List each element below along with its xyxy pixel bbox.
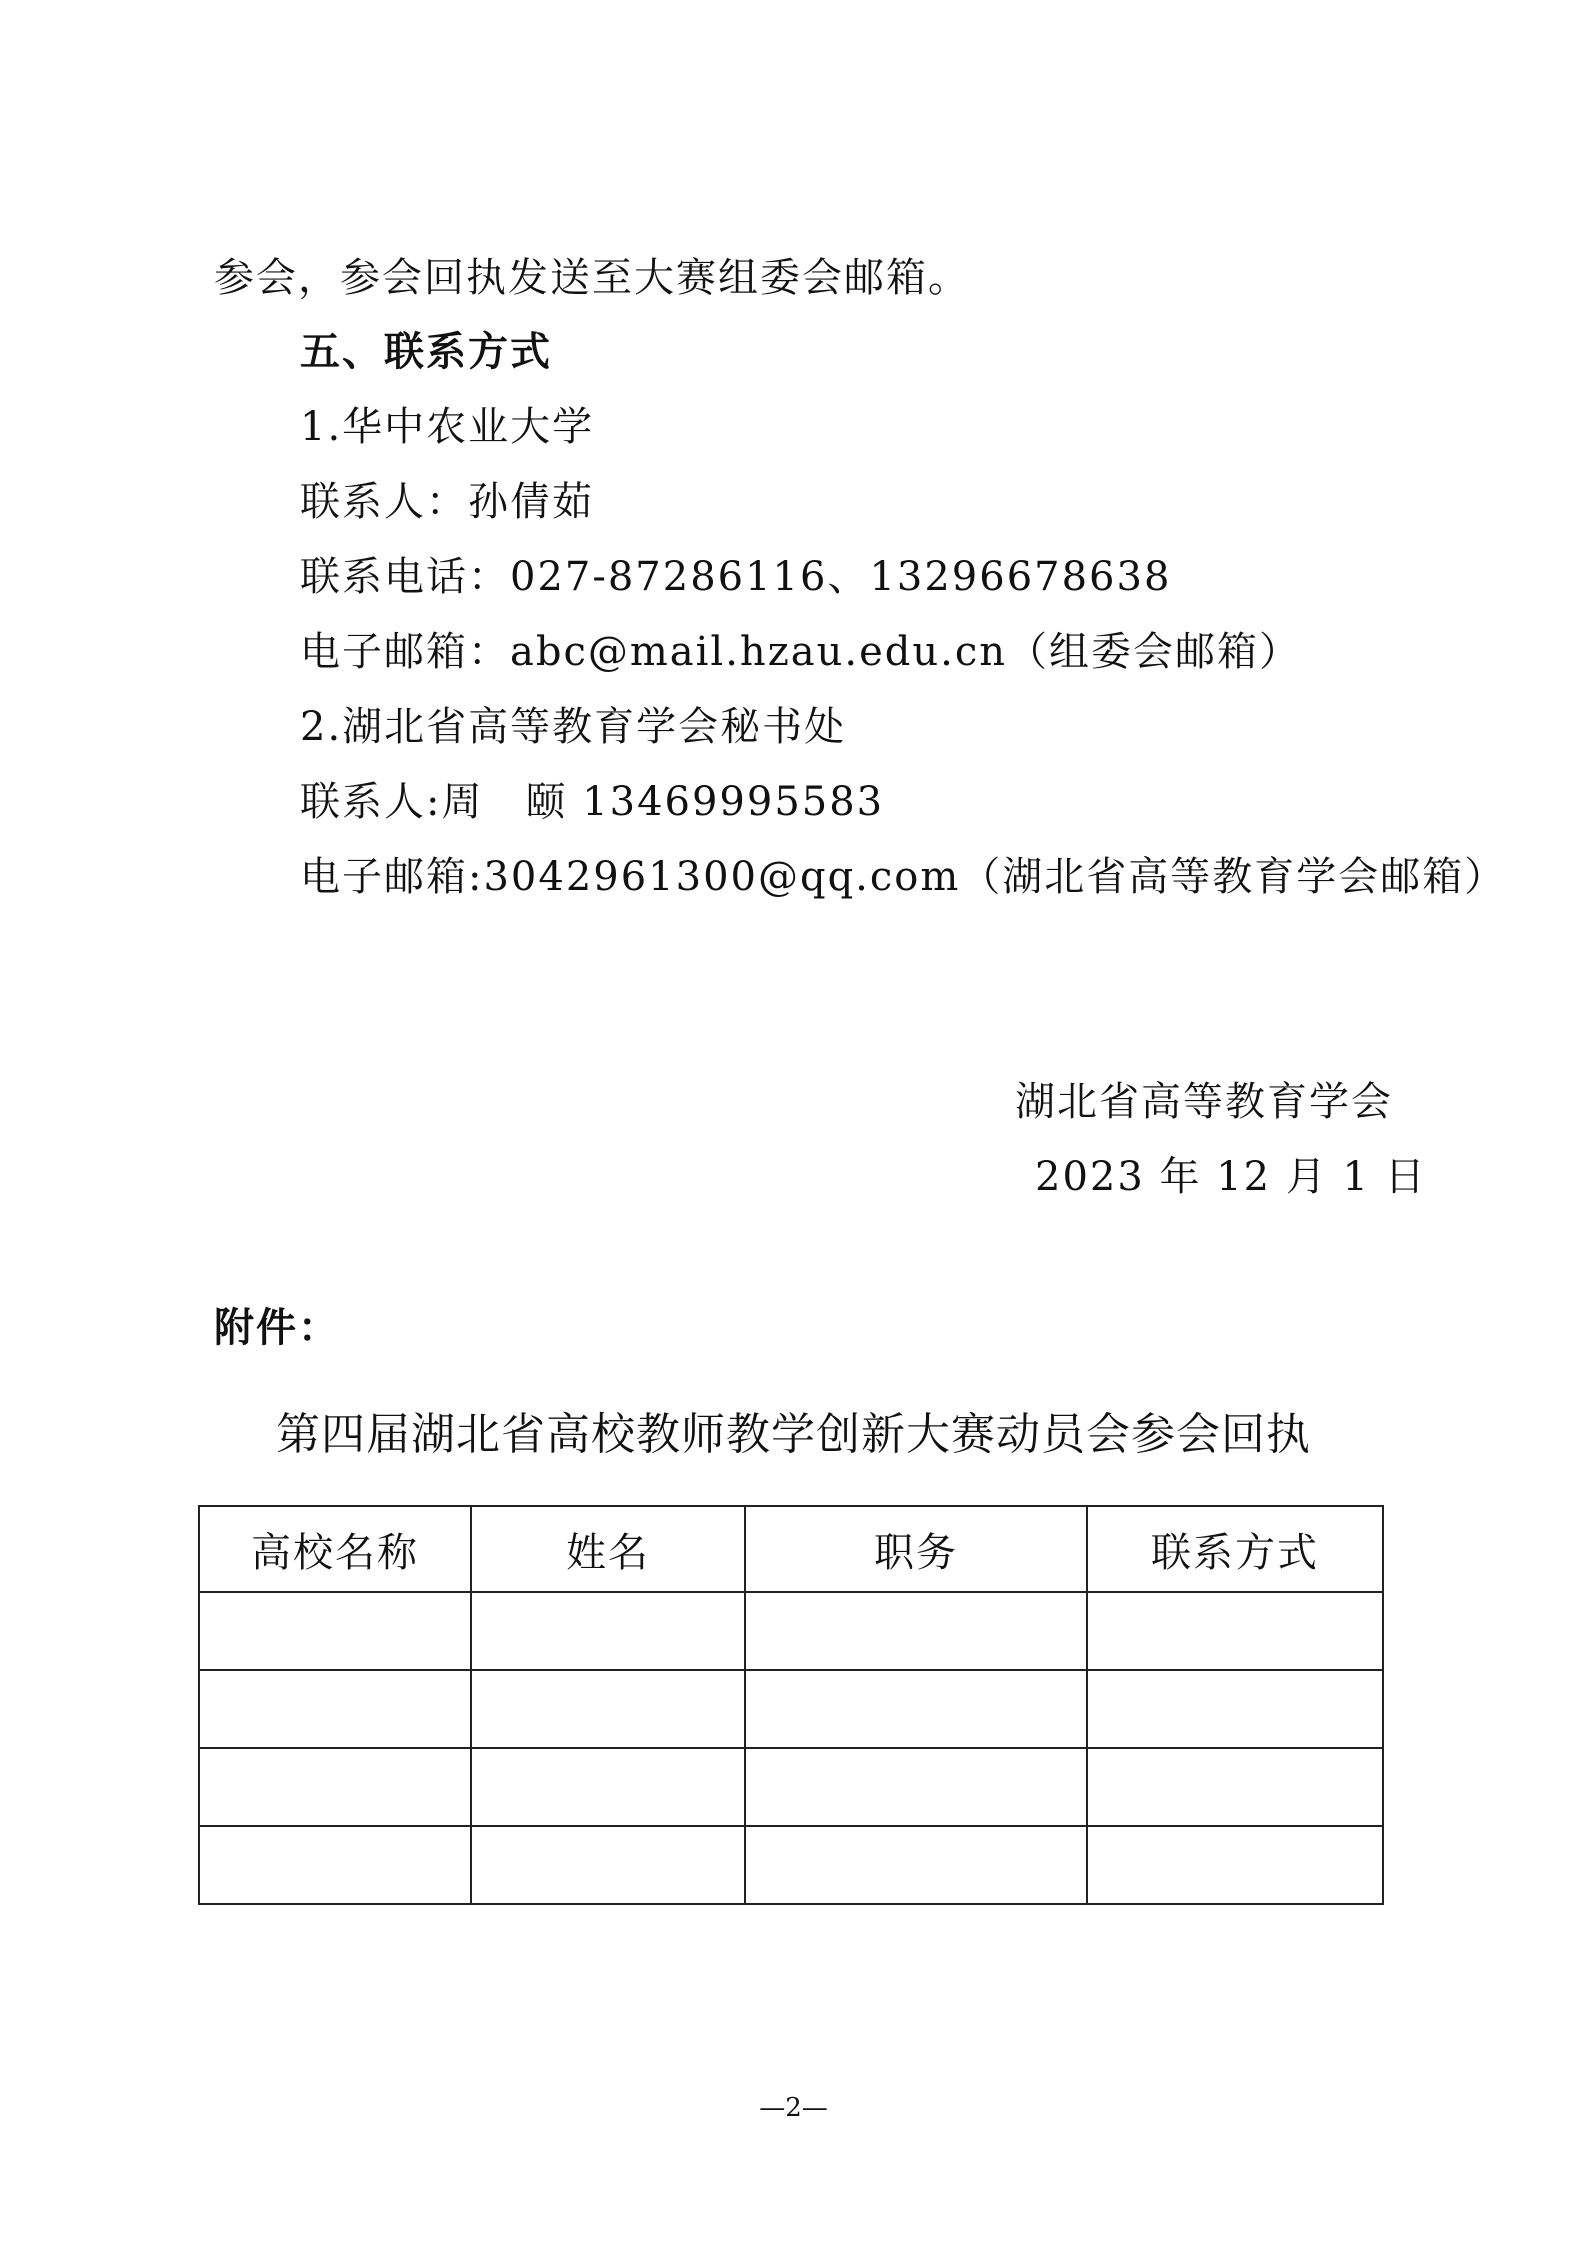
table-cell <box>199 1592 471 1670</box>
table-cell <box>471 1592 745 1670</box>
table-header-row <box>199 1506 1383 1592</box>
table-cell <box>1087 1670 1383 1748</box>
signature-org: 湖北省高等教育学会 <box>1015 1079 1393 1125</box>
table-row <box>199 1826 1383 1904</box>
table-cell <box>471 1670 745 1748</box>
header-school: 高校名称 <box>199 1506 471 1592</box>
table-cell <box>1087 1748 1383 1826</box>
table-cell <box>199 1748 471 1826</box>
table-cell <box>471 1826 745 1904</box>
table-row <box>199 1670 1383 1748</box>
contact1-phone: 联系电话：027-87286116、13296678638 <box>300 554 1172 600</box>
table-cell <box>745 1748 1087 1826</box>
table-row <box>199 1592 1383 1670</box>
header-name: 姓名 <box>471 1506 745 1592</box>
table-cell <box>745 1592 1087 1670</box>
table-cell <box>1087 1592 1383 1670</box>
table-cell <box>471 1748 745 1826</box>
table-cell <box>199 1826 471 1904</box>
attachment-title: 第四届湖北省高校教师教学创新大赛动员会参会回执 <box>276 1409 1311 1460</box>
table-cell <box>1087 1826 1383 1904</box>
page-number: —2— <box>759 2093 828 2123</box>
section-heading: 五、联系方式 <box>300 329 552 375</box>
header-position: 职务 <box>745 1506 1087 1592</box>
contact2-org: 2.湖北省高等教育学会秘书处 <box>300 704 847 750</box>
header-contact: 联系方式 <box>1087 1506 1383 1592</box>
contact1-person: 联系人：孙倩茹 <box>300 479 594 525</box>
receipt-table <box>198 1505 1384 1905</box>
signature-date: 2023 年 12 月 1 日 <box>1035 1154 1427 1200</box>
contact2-email: 电子邮箱:3042961300@qq.com（湖北省高等教育学会邮箱） <box>300 854 1507 900</box>
contact1-org: 1.华中农业大学 <box>300 404 595 450</box>
table-cell <box>745 1670 1087 1748</box>
table-cell <box>745 1826 1087 1904</box>
contact2-person: 联系人:周 颐 13469995583 <box>300 779 885 825</box>
table-row <box>199 1748 1383 1826</box>
contact1-email: 电子邮箱：abc@mail.hzau.edu.cn（组委会邮箱） <box>300 629 1302 675</box>
continuation-text: 参会，参会回执发送至大赛组委会邮箱。 <box>214 255 970 301</box>
table-cell <box>199 1670 471 1748</box>
attachment-label: 附件： <box>214 1305 340 1351</box>
